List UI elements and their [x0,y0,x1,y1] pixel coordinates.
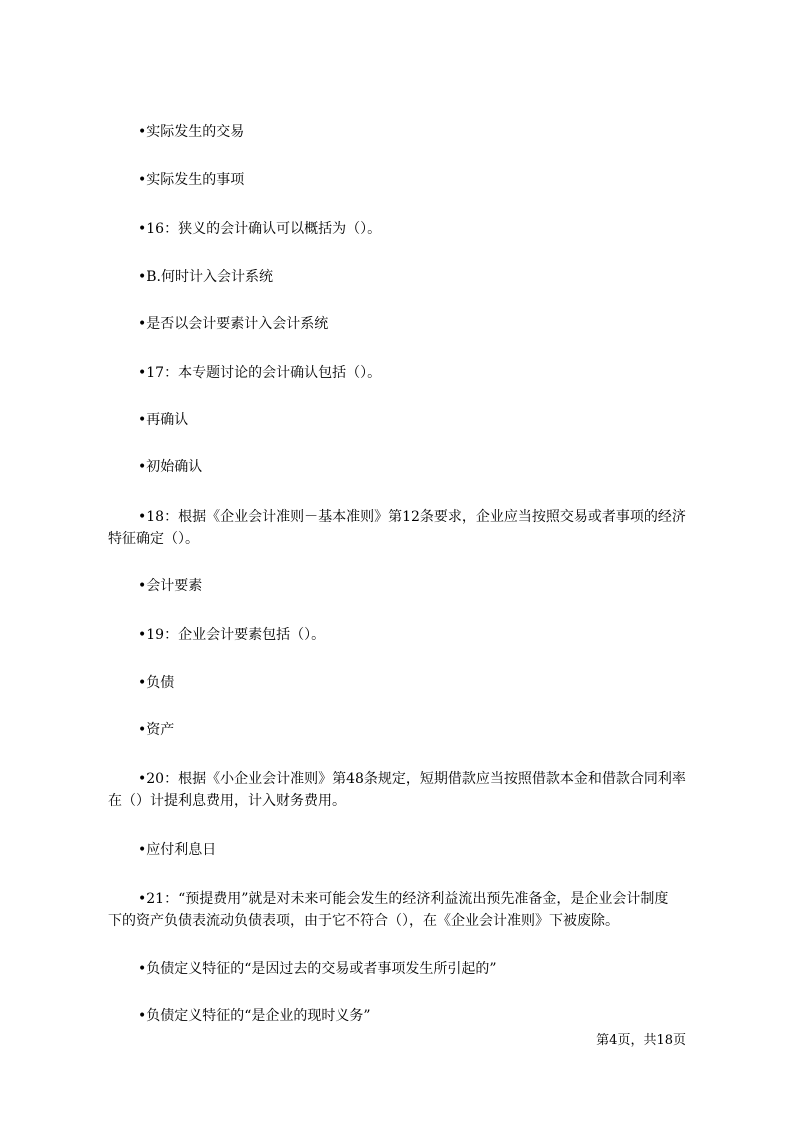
option-actual-transaction [108,121,718,143]
question-16 [108,218,718,240]
question-text: •19：企业会计要素包括（）。 [138,627,326,643]
option-reconfirmation [108,409,718,431]
option-actual-event [108,169,718,191]
question-17 [108,362,718,384]
option-text: •初始确认 [138,459,203,475]
option-text: •实际发生的交易 [138,124,245,140]
option-text: •负债定义特征的“是企业的现时义务” [138,1008,371,1024]
option-initial-confirmation [108,456,718,478]
option-text: •会计要素 [138,578,203,594]
page-number: 第4页，共18页 [596,1033,686,1048]
option-liability-present-obligation [108,1005,718,1027]
option-text: •资产 [138,722,175,738]
option-assets [108,719,718,741]
option-text: •负债 [138,675,175,691]
option-whether-recorded [108,313,718,335]
option-text: •实际发生的事项 [138,172,245,188]
question-text: •16：狭义的会计确认可以概括为（）。 [138,221,382,237]
question-text-line-1: •18：根据《企业会计准则－基本准则》第12条要求，企业应当按照交易或者事项的经济 [138,509,686,525]
option-liability-past-events [108,958,718,980]
question-text-line-2: 下的资产负债表流动负债表项，由于它不符合（），在《企业会计准则》下被废除。 [108,913,619,929]
question-text-line-1: •20：根据《小企业会计准则》第48条规定，短期借款应当按照借款本金和借款合同利率 [138,771,686,787]
question-18 [108,506,688,550]
option-text: •负债定义特征的“是因过去的交易或者事项发生所引起的” [138,961,497,977]
option-when-recorded [108,266,718,288]
question-21 [108,888,688,932]
option-text: •再确认 [138,412,189,428]
question-text-line-2: 特征确定（）。 [108,531,199,547]
option-liabilities [108,672,718,694]
option-accounting-elements [108,575,718,597]
question-20 [108,768,688,812]
question-text: •17：本专题讨论的会计确认包括（）。 [138,365,382,381]
option-interest-payable-date [108,839,718,861]
question-text-line-2: 在（）计提利息费用，计入财务费用。 [108,793,346,809]
option-text: •B.何时计入会计系统 [138,269,273,285]
option-text: •应付利息日 [138,842,217,858]
question-19 [108,624,718,646]
question-text-line-1: •21：“预提费用”就是对未来可能会发生的经济利益流出预先准备金，是企业会计制度 [138,891,669,907]
option-text: •是否以会计要素计入会计系统 [138,316,329,332]
